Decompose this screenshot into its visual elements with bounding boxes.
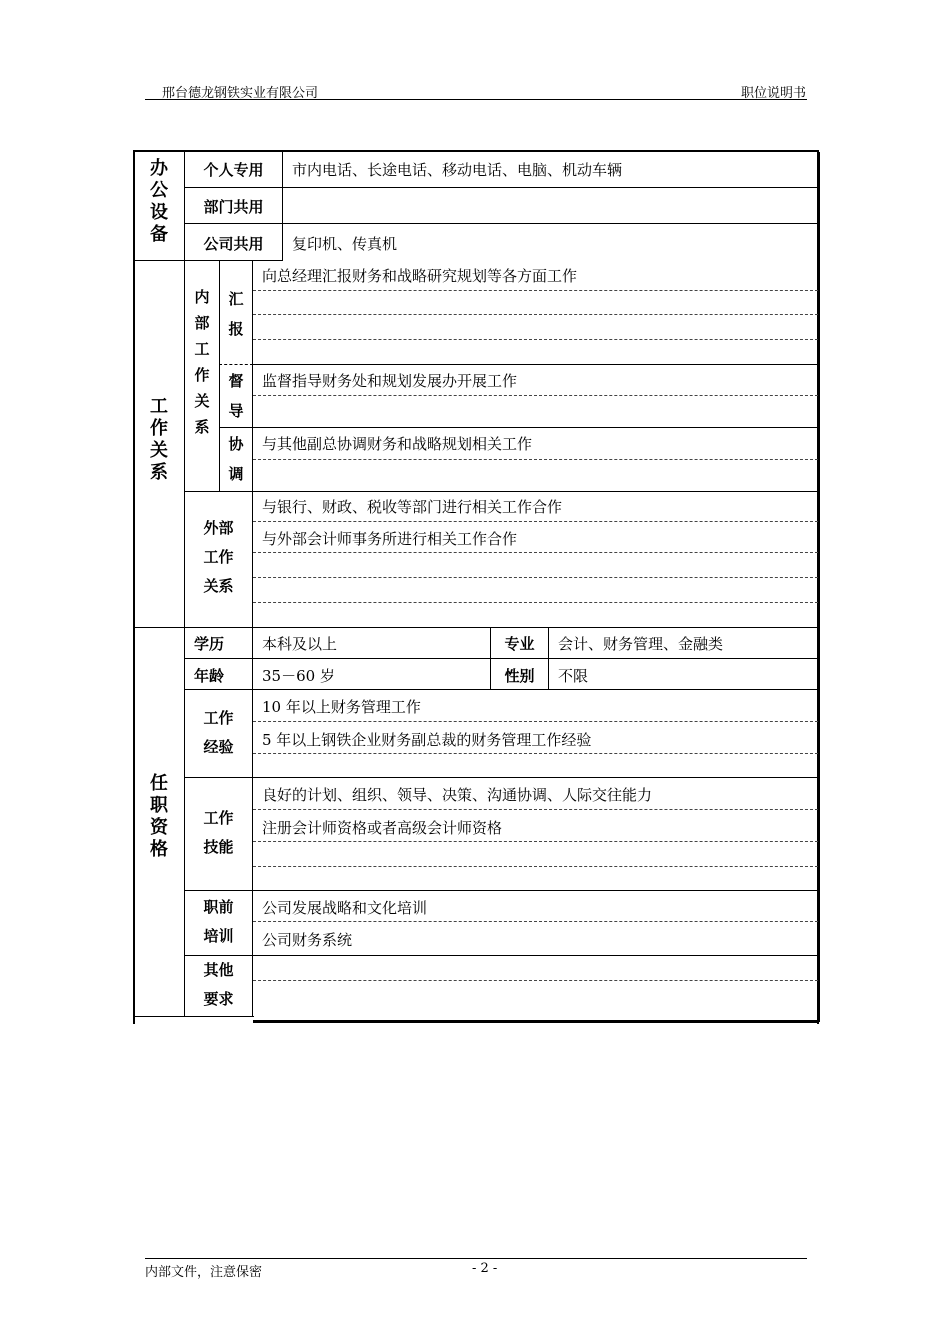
external-line-2: 与外部会计师事务所进行相关工作合作 bbox=[262, 530, 518, 548]
training-line-2: 公司财务系统 bbox=[262, 931, 353, 949]
equipment-personal-value: 市内电话、长途电话、移动电话、电脑、机动车辆 bbox=[292, 161, 623, 179]
training-label: 职前 培训 bbox=[203, 898, 234, 945]
header-divider bbox=[145, 99, 807, 100]
gender-value: 不限 bbox=[558, 667, 589, 685]
age-value: 35－60 岁 bbox=[262, 667, 335, 685]
skills-line-2: 注册会计师资格或者高级会计师资格 bbox=[262, 819, 503, 837]
qualifications-section-label: 任 职 资 格 bbox=[150, 773, 168, 860]
skills-label: 工作 技能 bbox=[203, 809, 234, 856]
equipment-personal-label: 个人专用 bbox=[203, 161, 264, 179]
document-type: 职位说明书 bbox=[740, 86, 806, 101]
equipment-company-value: 复印机、传真机 bbox=[292, 235, 398, 253]
external-line-1: 与银行、财政、税收等部门进行相关工作合作 bbox=[262, 498, 563, 516]
education-value: 本科及以上 bbox=[262, 635, 338, 653]
experience-label: 工作 经验 bbox=[203, 709, 234, 756]
confidential-note: 内部文件，注意保密 bbox=[145, 1265, 263, 1280]
age-label: 年龄 bbox=[194, 667, 225, 685]
other-requirements-label: 其他 要求 bbox=[203, 961, 234, 1008]
page-number: - 2 - bbox=[472, 1261, 498, 1276]
supervise-label: 督 导 bbox=[228, 372, 244, 420]
equipment-department-label: 部门共用 bbox=[203, 198, 264, 216]
coordinate-label: 协 调 bbox=[228, 435, 244, 483]
experience-line-1: 10 年以上财务管理工作 bbox=[262, 698, 421, 716]
skills-line-1: 良好的计划、组织、领导、决策、沟通协调、人际交往能力 bbox=[262, 786, 653, 804]
relations-section-label: 工 作 关 系 bbox=[150, 396, 168, 483]
report-line-1: 向总经理汇报财务和战略研究规划等各方面工作 bbox=[262, 267, 578, 285]
report-label: 汇 报 bbox=[228, 290, 244, 338]
training-line-1: 公司发展战略和文化培训 bbox=[262, 899, 428, 917]
major-label: 专业 bbox=[504, 635, 535, 653]
education-label: 学历 bbox=[194, 635, 225, 653]
supervise-line-1: 监督指导财务处和规划发展办开展工作 bbox=[262, 372, 518, 390]
experience-line-2: 5 年以上钢铁企业财务副总裁的财务管理工作经验 bbox=[262, 731, 592, 749]
company-name: 邢台德龙钢铁实业有限公司 bbox=[162, 86, 319, 101]
equipment-company-label: 公司共用 bbox=[203, 235, 264, 253]
footer-divider bbox=[145, 1258, 807, 1259]
equipment-section-label: 办 公 设 备 bbox=[150, 158, 168, 245]
gender-label: 性别 bbox=[504, 667, 535, 685]
external-relations-label: 外部 工作 关系 bbox=[203, 519, 234, 595]
coordinate-line-1: 与其他副总协调财务和战略规划相关工作 bbox=[262, 435, 533, 453]
internal-relations-label: 内 部 工 作 关 系 bbox=[194, 288, 210, 436]
major-value: 会计、财务管理、金融类 bbox=[558, 635, 724, 653]
